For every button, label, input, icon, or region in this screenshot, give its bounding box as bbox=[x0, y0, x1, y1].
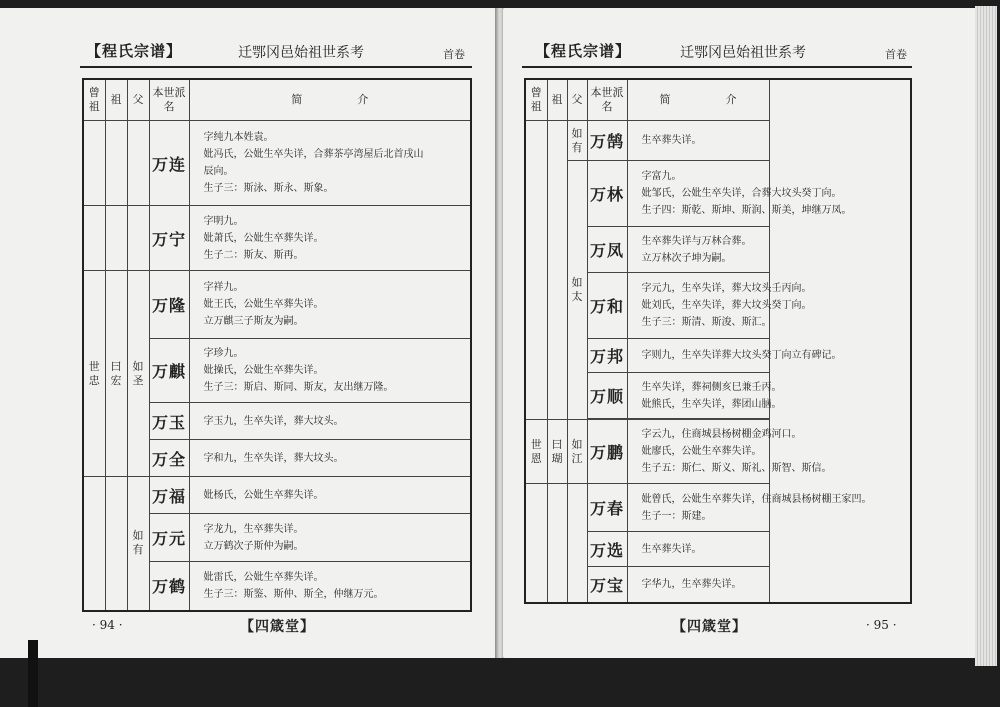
great-grandfather-name: 世恩 bbox=[525, 420, 547, 484]
left-header-rule bbox=[80, 66, 472, 68]
grandfather-name: 曰宏 bbox=[105, 271, 127, 477]
left-page-number: · 94 · bbox=[92, 618, 123, 632]
person-name: 万鹏 bbox=[587, 420, 627, 484]
person-description: 生卒葬失详。 bbox=[627, 121, 769, 161]
col-father: 父 bbox=[567, 79, 587, 121]
right-brand: 【程氏宗谱】 bbox=[535, 42, 632, 60]
person-name: 万林 bbox=[587, 161, 627, 227]
person-description: 生卒葬失详。 bbox=[627, 532, 769, 567]
left-genealogy-table bbox=[82, 78, 472, 612]
great-grandfather-name: 世忠 bbox=[83, 271, 105, 477]
col-description: 简 介 bbox=[189, 79, 471, 121]
person-description: 字明九。 妣萧氏，公妣生卒葬失详。 生子二：斯友、斯再。 bbox=[189, 206, 471, 271]
page-edges bbox=[975, 6, 997, 666]
father-name: 如有 bbox=[567, 121, 587, 161]
right-genealogy-table bbox=[524, 78, 912, 604]
person-description: 字富九。 妣邹氏，公妣生卒失详，合葬大坟头癸丁向。 生子四：斯乾、斯坤、斯润、斯美，坤继万凤。 bbox=[627, 161, 769, 227]
person-name: 万宁 bbox=[149, 206, 189, 271]
person-description: 字则九，生卒失详葬大坟头癸丁向立有碑记。 bbox=[627, 339, 769, 373]
person-description: 字和九，生卒失详，葬大坟头。 bbox=[189, 440, 471, 477]
col-grandfather: 祖 bbox=[105, 79, 127, 121]
person-description: 妣曾氏，公妣生卒葬失详，住商城县杨树棚王家凹。 生子一：斯建。 bbox=[627, 484, 769, 532]
person-name: 万隆 bbox=[149, 271, 189, 339]
father-name: 如太 bbox=[567, 161, 587, 420]
person-name: 万连 bbox=[149, 121, 189, 206]
left-brand: 【程氏宗谱】 bbox=[86, 42, 183, 60]
col-father: 父 bbox=[127, 79, 149, 121]
person-description: 字龙九，生卒葬失详。 立万鹤次子斯仲为嗣。 bbox=[189, 514, 471, 562]
person-name: 万春 bbox=[587, 484, 627, 532]
person-name: 万元 bbox=[149, 514, 189, 562]
father-name: 如有 bbox=[127, 477, 149, 611]
person-description: 字云九，住商城县杨树棚金鸡河口。 妣廖氏，公妣生卒葬失详。 生子五：斯仁、斯义、斯礼、斯智、斯信。 bbox=[627, 420, 769, 484]
person-description: 妣雷氏，公妣生卒葬失详。 生子三：斯鉴、斯仲、斯全，仲继万元。 bbox=[189, 562, 471, 611]
person-description: 字玉九，生卒失详，葬大坟头。 bbox=[189, 403, 471, 440]
grandfather-name: 曰瑚 bbox=[547, 420, 567, 484]
person-name: 万鹄 bbox=[587, 121, 627, 161]
col-description: 简 介 bbox=[627, 79, 769, 121]
person-description: 生卒葬失详与万林合葬。 立万林次子坤为嗣。 bbox=[627, 227, 769, 273]
person-name: 万选 bbox=[587, 532, 627, 567]
person-name: 万麒 bbox=[149, 339, 189, 403]
person-description: 生卒失详，葬祠侧亥巳兼壬丙。 妣熊氏，生卒失详，葬团山脑。 bbox=[627, 373, 769, 419]
father-name: 如圣 bbox=[127, 271, 149, 477]
col-grandfather: 祖 bbox=[547, 79, 567, 121]
person-name: 万和 bbox=[587, 273, 627, 339]
right-title: 迁鄂冈邑始祖世系考 bbox=[680, 45, 806, 61]
right-section: 首卷 bbox=[885, 48, 907, 61]
person-description: 字华九，生卒葬失详。 bbox=[627, 567, 769, 603]
person-name: 万玉 bbox=[149, 403, 189, 440]
person-description: 字元九，生卒失详，葬大坟头壬丙向。 妣刘氏，生卒失详，葬大坟头癸丁向。 生子三：斯清、斯浚、斯汇。 bbox=[627, 273, 769, 339]
col-generation-name: 本世派名 bbox=[149, 79, 189, 121]
father-name: 如江 bbox=[567, 420, 587, 484]
person-name: 万凤 bbox=[587, 227, 627, 273]
person-description: 字珍九。 妣操氏，公妣生卒葬失详。 生子三：斯启、斯同、斯友，友出继万隆。 bbox=[189, 339, 471, 403]
col-great-grandfather: 曾祖 bbox=[83, 79, 105, 121]
person-name: 万顺 bbox=[587, 373, 627, 419]
left-title: 迁鄂冈邑始祖世系考 bbox=[238, 45, 364, 61]
col-great-grandfather: 曾祖 bbox=[525, 79, 547, 121]
left-footer-brand: 【四箴堂】 bbox=[240, 619, 315, 635]
right-page-number: · 95 · bbox=[866, 618, 897, 632]
person-description: 字纯九本姓袁。 妣冯氏，公妣生卒失详，合葬茶亭湾屋后北首戌山 辰向。 生子三：斯泳、斯永、斯象。 bbox=[189, 121, 471, 206]
person-description: 字祥九。 妣王氏，公妣生卒葬失详。 立万麒三子斯友为嗣。 bbox=[189, 271, 471, 339]
person-name: 万全 bbox=[149, 440, 189, 477]
person-description: 妣杨氏，公妣生卒葬失详。 bbox=[189, 477, 471, 514]
person-name: 万宝 bbox=[587, 567, 627, 603]
person-name: 万福 bbox=[149, 477, 189, 514]
left-section: 首卷 bbox=[443, 48, 465, 61]
col-generation-name: 本世派名 bbox=[587, 79, 627, 121]
person-name: 万鹤 bbox=[149, 562, 189, 611]
bookmark-ribbon bbox=[28, 640, 38, 707]
right-footer-brand: 【四箴堂】 bbox=[672, 619, 747, 635]
right-header-rule bbox=[522, 66, 912, 68]
person-name: 万邦 bbox=[587, 339, 627, 373]
